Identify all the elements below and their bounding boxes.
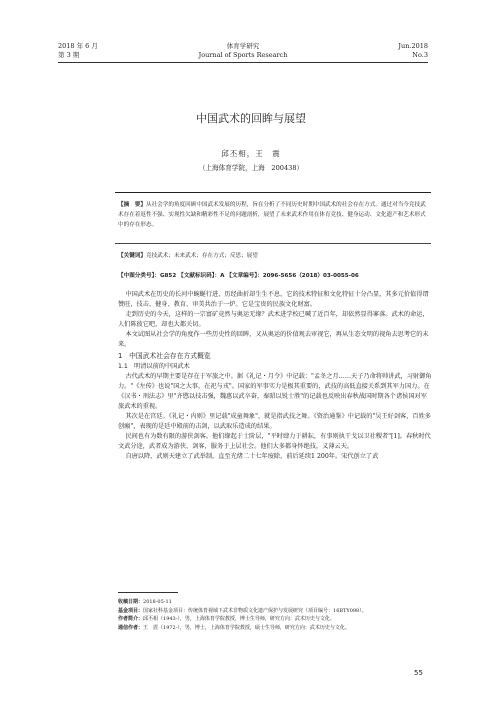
footnote-label: 基金项目： — [118, 607, 144, 614]
footnote-label: 收稿日期： — [118, 599, 144, 605]
header-journal-en: Journal of Sports Research — [198, 51, 288, 59]
body-paragraph: 中国武术在历史的长河中蜿蜒行进，历经曲折却生生不息。它的技术特征和文化特征十分凸显，其多元价值得谓赞旺，技击、健身、教育、审美共治于一炉。它是宝贵的民族文化财富。 — [118, 291, 429, 308]
classification-line — [118, 271, 428, 279]
footnote-fund — [118, 607, 434, 616]
footnotes — [118, 598, 434, 633]
body-paragraph: 自唐以降，武则天建立了武举制，直至光绪二十七年废除，前后延续1 200年。宋代创立了武 — [125, 453, 379, 460]
abstract — [118, 200, 428, 230]
footnote-corresponding — [118, 624, 434, 633]
article-title: 中国武术的回眸与展望 — [196, 112, 306, 125]
keywords-text: 竞技武术；未来武术；存在方式；反思；展望 — [145, 253, 258, 259]
classification-text: 【中图分类号】：G852 【文献标识码】：A 【文章编号】：2096-5656（2018）03-0055-06 — [118, 273, 359, 279]
body-paragraph: 本文试图从社会学的角度作一些历史性的回眸，又从奥运的价值观去审视它，再从生态文明的视角去思考它的未来。 — [118, 331, 429, 348]
footnote-label: 作者简介： — [118, 616, 144, 623]
header-no-en: No.3 — [412, 51, 428, 59]
body-paragraph: 古代武术的早期主要是存在于军旅之中。据《礼记・月令》中记载："孟冬之月……天子乃命将帅讲武，习射御角力。"《左传》也说"国之大事，在祀与戎"。国家的军事实力是极其重要的，武技的高低直接关系到其军力国力。在《汉书・刑法志》里"齐愍以技击强，魏惠以武卒奋，秦昭以锐士胜"的记载也反映出春秋战国时期各个诸侯国对军旅武术的重视。 — [118, 373, 432, 410]
body-paragraph: 民间也有为数有限的游侠剑客。他们缘起于士阶层，"平时肆力于耕耘，有事则执干戈以卫社稷者"[1]。春秋时代文武分途，武者成为游侠、剑客，服务于上层社会。他们大多都身怀绝技，义薄云天。 — [118, 433, 431, 450]
header-issue: 第 3 期 — [58, 51, 80, 59]
page-number: 55 — [414, 669, 423, 677]
footnote-rule — [118, 592, 178, 593]
footnote-text: 国家社科基金项目：传统体育视域下武术非物质文化遗产保护与发展研究（项目编号：16BTY098）。 — [143, 607, 367, 614]
article-authors: 邱丕相，王 震 — [221, 149, 281, 158]
header-month-en: Jun.2018 — [398, 42, 428, 50]
article-affiliation: （上海体育学院，上海 200438） — [198, 164, 304, 172]
keywords — [118, 251, 428, 259]
header-rule — [58, 62, 428, 63]
abstract-text: 从社会学的角度回顾中国武术发展的历程，旨在分析了不同历史时期中国武术的社会存在方式。通过对当今竞技武术存在着返性不强、实现性欠缺和精彩性不足的问题剖析，展望了未来武术作用在体育竞技、健身运动、文化遗产和艺术形式中的存在形态。 — [118, 202, 426, 228]
footnote-label: 通信作者： — [118, 625, 144, 632]
body-paragraph: 其次是在宫廷。《礼记・内则》里记载"成童舞象"，就是指武技之舞。《资治通鉴》中记载的"吴王好剑客，百姓多创瘢"，表现的是廷中殿前的击剑，以武取乐造成的结果。 — [118, 413, 431, 430]
abstract-label: 【摘 要】 — [118, 202, 146, 208]
keywords-label: 【关键词】 — [118, 253, 146, 259]
footnote-text: 2018-05-11 — [143, 599, 172, 605]
footnote-author — [118, 615, 434, 624]
footnote-received — [118, 598, 434, 607]
body-paragraph: 走到历史的今天，这样的一宗富矿竟然与奥运无缘？武术进学校已喊了近百年，却依然显得寥落。武术的命运，人们陈彼它吧，却也大都关切。 — [118, 311, 429, 328]
section-heading: 1 中国武术社会存在方式概览 — [118, 352, 211, 360]
body-text — [118, 290, 432, 462]
footnote-text: 王 震（1972-），男，博士，上海体育学院教授，硕士生导师，研究方向：武术历史与文化。 — [143, 625, 350, 632]
header-journal-cn: 体育学研究 — [226, 42, 260, 50]
footnote-text: 邱丕相（1943-），男，上海体育学院教授，博士生导师，研究方向：武术历史与文化。 — [143, 616, 335, 623]
header-date: 2018 年 6 月 — [58, 42, 98, 50]
subsection-heading: 1.1 明清以前的中国武术 — [118, 363, 190, 370]
